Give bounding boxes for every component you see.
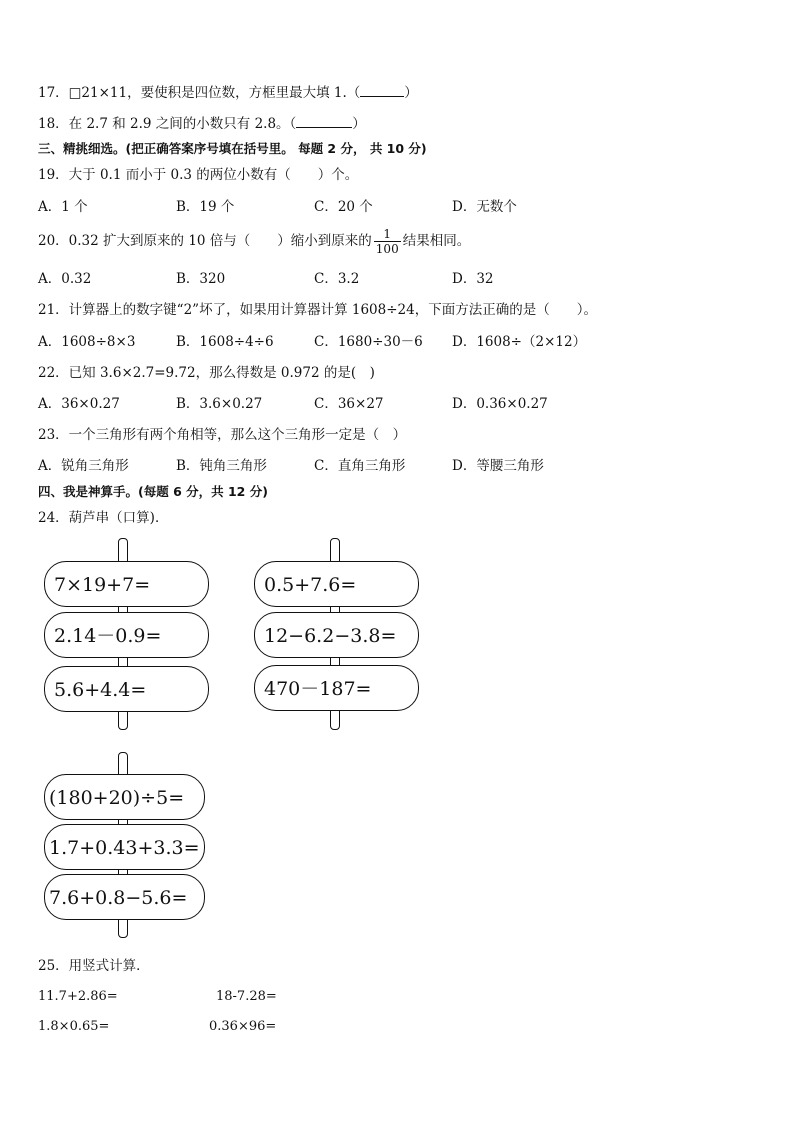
gourd-bead-1[interactable]: (180+20)÷5= <box>44 774 205 820</box>
answer-blank-18[interactable] <box>296 114 352 128</box>
section-3-heading: 三、精挑细选。(把正确答案序号填在括号里。 每题 2 分， 共 10 分) <box>38 141 427 156</box>
gourd-bead-3[interactable]: 470－187= <box>254 665 419 711</box>
option-a[interactable]: A．1 个 <box>38 199 88 215</box>
fraction-denominator: 100 <box>375 242 399 256</box>
option-c[interactable]: C．1680÷30－6 <box>314 334 423 350</box>
option-b[interactable]: B．钝角三角形 <box>176 458 267 474</box>
fraction <box>374 227 401 256</box>
question-19-text: 19．大于 0.1 而小于 0.3 的两位小数有（ ）个。 <box>38 167 359 183</box>
question-21-text: 21．计算器上的数字键“2”坏了，如果用计算器计算 1608÷24，下面方法正确的是（ ）。 <box>38 302 597 318</box>
gourd-string-1 <box>44 538 210 734</box>
question-20-text-end: 结果相同。 <box>402 233 471 249</box>
question-25-title: 25．用竖式计算． <box>38 958 150 974</box>
question-20 <box>38 224 470 258</box>
option-b[interactable]: B．320 <box>176 271 226 287</box>
section-4-heading: 四、我是神算手。(每题 6 分，共 12 分) <box>38 484 268 499</box>
fraction-numerator: 1 <box>374 227 401 242</box>
question-17-text: 17．□21×11，要使积是四位数，方框里最大填 1.（ <box>38 85 361 101</box>
vertical-calc-3: 1.8×0.65= <box>38 1019 110 1034</box>
option-b[interactable]: B．1608÷4÷6 <box>176 334 274 350</box>
question-18-close: ） <box>352 116 366 132</box>
gourd-bead-1[interactable]: 7×19+7= <box>44 561 209 607</box>
gourd-string-3 <box>44 752 206 938</box>
vertical-calc-2: 18-7.28= <box>216 989 277 1004</box>
option-d[interactable]: D．1608÷（2×12） <box>452 334 587 350</box>
gourd-bead-1[interactable]: 0.5+7.6= <box>254 561 419 607</box>
option-b[interactable]: B．3.6×0.27 <box>176 396 263 412</box>
question-17 <box>38 83 418 102</box>
gourd-bead-2[interactable]: 1.7+0.43+3.3= <box>44 824 205 870</box>
question-20-text: 20．0.32 扩大到原来的 10 倍与（ ）缩小到原来的 <box>38 233 372 249</box>
option-a[interactable]: A．锐角三角形 <box>38 458 129 474</box>
gourd-bead-3[interactable]: 7.6+0.8−5.6= <box>44 874 205 920</box>
option-b[interactable]: B．19 个 <box>176 199 235 215</box>
option-d[interactable]: D．32 <box>452 271 494 287</box>
option-a[interactable]: A．1608÷8×3 <box>38 334 136 350</box>
gourd-bead-2[interactable]: 2.14－0.9= <box>44 612 209 658</box>
option-a[interactable]: A．36×0.27 <box>38 396 120 412</box>
vertical-calc-1: 11.7+2.86= <box>38 989 118 1004</box>
option-d[interactable]: D．0.36×0.27 <box>452 396 548 412</box>
gourd-bead-3[interactable]: 5.6+4.4= <box>44 666 209 712</box>
option-a[interactable]: A．0.32 <box>38 271 92 287</box>
gourd-string-2 <box>254 538 420 734</box>
question-18-text: 18．在 2.7 和 2.9 之间的小数只有 2.8。（ <box>38 116 297 132</box>
option-d[interactable]: D．无数个 <box>452 199 517 215</box>
option-c[interactable]: C．20 个 <box>314 199 373 215</box>
option-c[interactable]: C．3.2 <box>314 271 360 287</box>
question-18 <box>38 114 366 133</box>
question-17-close: ） <box>404 85 418 101</box>
option-c[interactable]: C．直角三角形 <box>314 458 406 474</box>
option-c[interactable]: C．36×27 <box>314 396 384 412</box>
question-22-text: 22．已知 3.6×2.7=9.72，那么得数是 0.972 的是( ) <box>38 365 375 381</box>
gourd-bead-2[interactable]: 12−6.2−3.8= <box>254 612 419 658</box>
question-23-text: 23．一个三角形有两个角相等，那么这个三角形一定是（ ） <box>38 427 407 443</box>
question-24-title: 24．葫芦串（口算)． <box>38 510 169 526</box>
vertical-calc-4: 0.36×96= <box>209 1019 277 1034</box>
option-d[interactable]: D．等腰三角形 <box>452 458 544 474</box>
answer-blank-17[interactable] <box>360 83 404 97</box>
